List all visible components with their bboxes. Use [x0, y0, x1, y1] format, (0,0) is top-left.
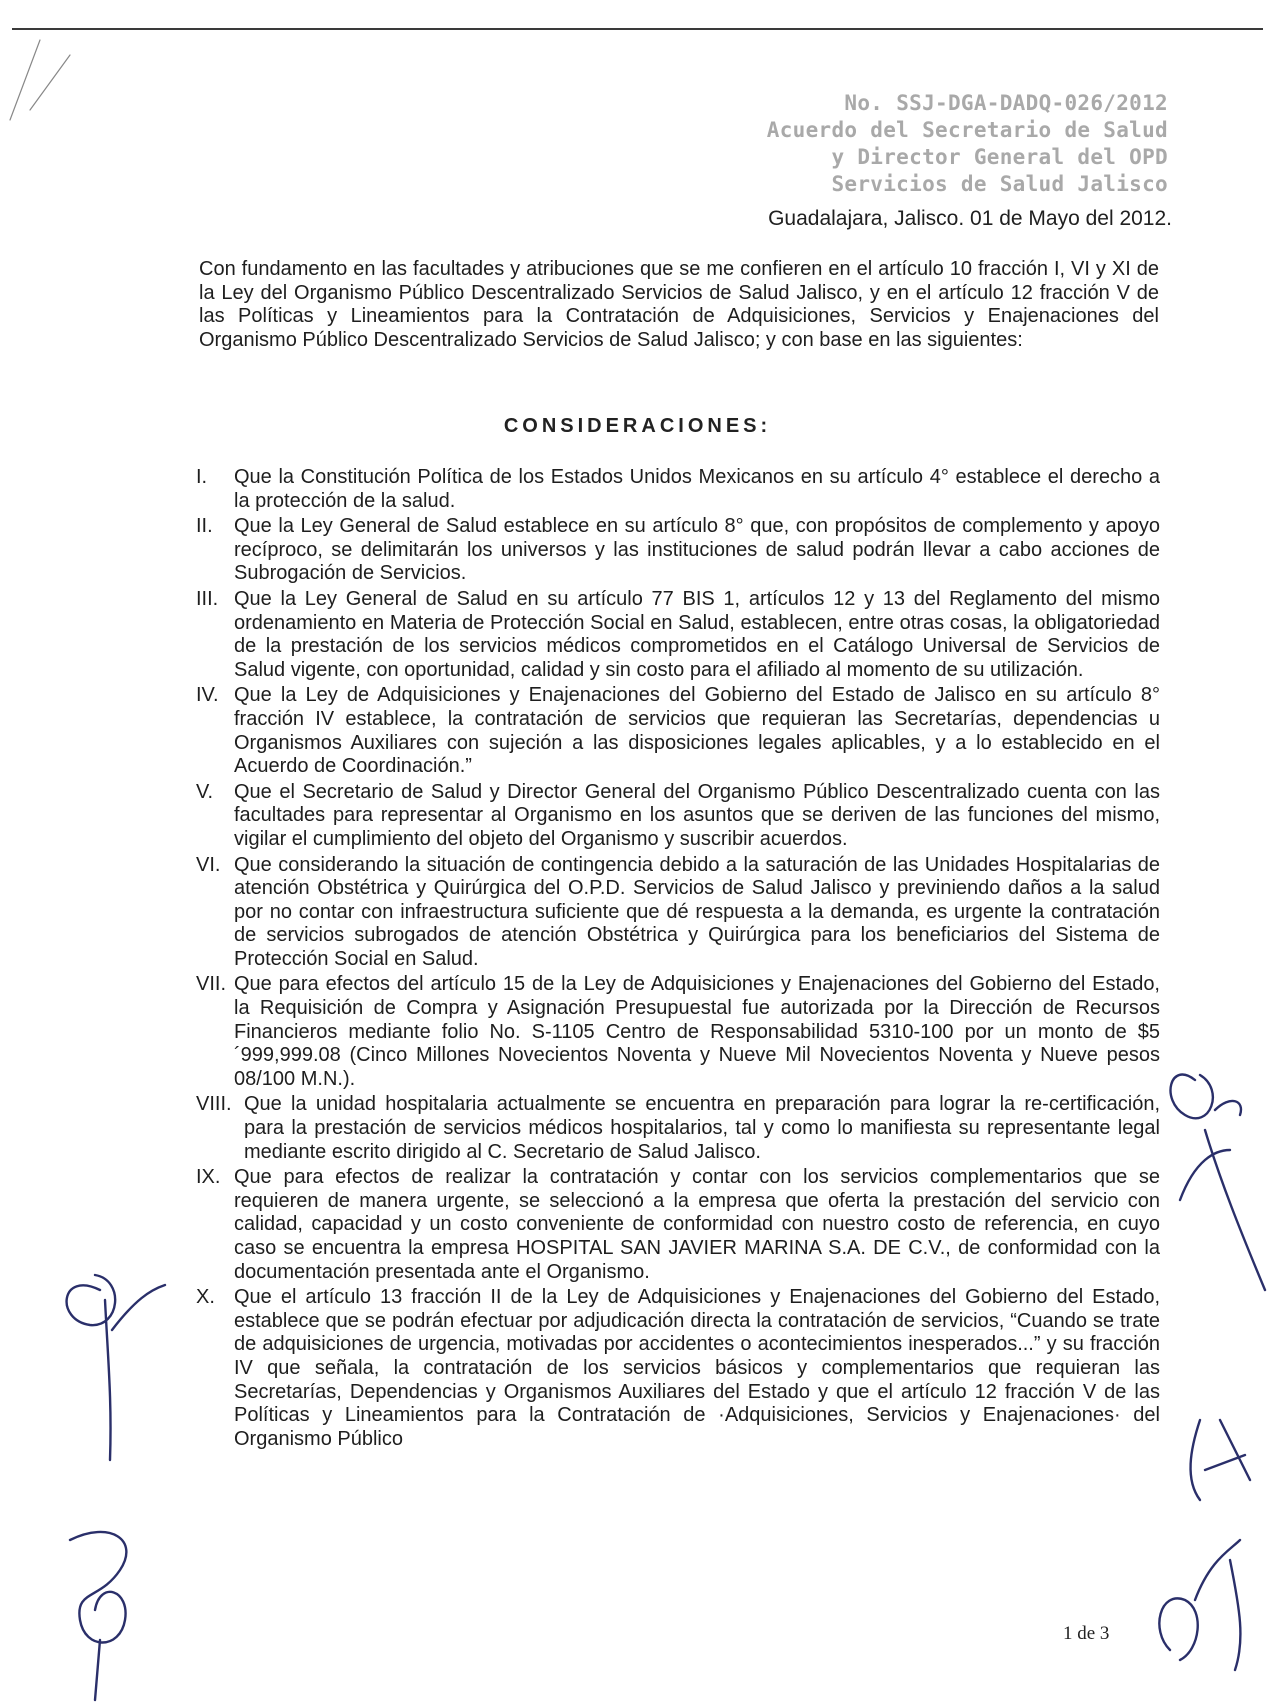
consideration-item: [196, 588, 1160, 682]
item-number: III.: [196, 587, 219, 610]
item-text: Que la Constitución Política de los Estados Unidos Mexicanos en su artículo 4° establece el derecho a la protección de la salud.: [234, 466, 1160, 512]
document-header: [767, 90, 1168, 198]
item-number: VI.: [196, 853, 221, 876]
item-number: IX.: [196, 1166, 221, 1189]
item-text: Que para efectos de realizar la contratación y contar con los servicios complementarios que se requieren de manera urgente, se seleccionó a la empresa que oferta la prestación del servicio con calidad, capacidad y un costo conveniente de conformidad con nuestro costo de referencia, en cuyo caso se encuentra la empresa HOSPITAL SAN JAVIER MARINA S.A. DE C.V., de conformidad con la documentación presentada ante el Organismo.: [234, 1166, 1160, 1283]
signature-left-mid: [67, 1275, 165, 1460]
considerations-list: [196, 466, 1160, 1453]
document-number: No. SSJ-DGA-DADQ-026/2012: [844, 91, 1168, 115]
consideration-item: [196, 1093, 1160, 1164]
consideration-item: [196, 466, 1160, 513]
item-text: Que considerando la situación de contingencia debido a la saturación de las Unidades Hospitalarias de atención Obstétrica y Quirúrgica del O.P.D. Servicios de Salud Jalisco y previniendo daños a la salud por no contar con infraestructura suficiente que dé respuesta a la demanda, es urgente la contratación de servicios subrogados de atención Obstétrica y Quirúrgica para los beneficiarios del Sistema de Protección Social en Salud.: [234, 853, 1160, 970]
top-rule: [12, 28, 1263, 30]
item-number: VIII.: [196, 1093, 232, 1116]
item-text: Que la unidad hospitalaria actualmente se encuentra en preparación para lograr la re-certificación, para la prestación de servicios médicos hospitalarios, tal y como lo manifiesta su representante legal mediante escrito dirigido al C. Secretario de Salud Jalisco.: [244, 1093, 1160, 1163]
date-line: Guadalajara, Jalisco. 01 de Mayo del 2012.: [768, 207, 1172, 230]
intro-paragraph: Con fundamento en las facultades y atribuciones que se me confieren en el artículo 10 fracción I, VI y XI de la Ley del Organismo Público Descentralizado Servicios de Salud Jalisco, y en el artículo 12 fracción V de las Políticas y Lineamientos para la Contratación de Adquisiciones, Servicios y Enajenaciones del Organismo Público Descentralizado Servicios de Salud Jalisco; y con base en las siguientes:: [199, 258, 1159, 351]
item-text: Que el Secretario de Salud y Director General del Organismo Público Descentralizado cuenta con las facultades para representar al Organismo en los asuntos que se deriven de las funciones del mismo, vigilar el cumplimiento del objeto del Organismo y suscribir acuerdos.: [234, 780, 1160, 850]
item-text: Que la Ley General de Salud en su artículo 77 BIS 1, artículos 12 y 13 del Reglamento del mismo ordenamiento en Materia de Protección Social en Salud, establecen, entre otras cosas, la obligatoriedad de la prestación de los servicios médicos comprometidos en el Catálogo Universal de Servicios de Salud vigente, con oportunidad, calidad y sin costo para el afiliado al momento de su utilización.: [234, 587, 1160, 681]
consideration-item: [196, 973, 1160, 1091]
consideration-item: [196, 781, 1160, 852]
section-heading: CONSIDERACIONES:: [503, 415, 772, 437]
header-line-3: Servicios de Salud Jalisco: [831, 172, 1168, 196]
consideration-item: [196, 515, 1160, 586]
signature-right-top: [1171, 1075, 1265, 1290]
signature-right-mid: [1191, 1420, 1250, 1500]
item-number: V.: [196, 780, 214, 803]
signature-right-bottom: [1159, 1540, 1240, 1670]
corner-scribble: [10, 40, 70, 120]
consideration-item: [196, 854, 1160, 972]
item-number: X.: [196, 1286, 215, 1309]
item-text: Que para efectos del artículo 15 de la Ley de Adquisiciones y Enajenaciones del Gobierno del Estado, la Requisición de Compra y Asignación Presupuestal fue autorizada por la Dirección de Recursos Financieros mediante folio No. S-1105 Centro de Responsabilidad 5310-100 por un monto de $5´999,999.08 (Cinco Millones Novecientos Noventa y Nueve Mil Novecientos Noventa y Nueve pesos 08/100 M.N.).: [234, 973, 1160, 1090]
item-number: II.: [196, 515, 213, 538]
consideration-item: [196, 1286, 1160, 1451]
item-text: Que el artículo 13 fracción II de la Ley de Adquisiciones y Enajenaciones del Gobierno del Estado, establece que se podrán efectuar por adjudicación directa la contratación de servicios, “Cuando se trate de adquisiciones de urgencia, motivadas por accidentes o acontecimientos inesperados...” y su fracción IV que señala, la contratación de los servicios básicos y complementarios que requieran las Secretarías, Dependencias y Organismos Auxiliares del Estado y que el artículo 12 fracción V de las Políticas y Lineamientos para la Contratación de ·Adquisiciones, Servicios y Enajenaciones· del Organismo Público: [234, 1286, 1160, 1450]
signature-left-bottom: [70, 1532, 126, 1700]
page-number: 1 de 3: [1063, 1623, 1110, 1644]
item-number: VII.: [196, 973, 227, 996]
item-number: IV.: [196, 684, 219, 707]
item-text: Que la Ley General de Salud establece en su artículo 8° que, con propósitos de complemento y apoyo recíproco, se delimitarán los universos y las instituciones de salud podrán llevar a cabo acciones de Subrogación de Servicios.: [234, 515, 1160, 585]
header-line-2: y Director General del OPD: [831, 145, 1168, 169]
consideration-item: [196, 684, 1160, 778]
consideration-item: [196, 1166, 1160, 1284]
item-text: Que la Ley de Adquisiciones y Enajenaciones del Gobierno del Estado de Jalisco en su artículo 8° fracción IV establece, la contratación de servicios que requieran las Secretarías, dependencias u Organismos Auxiliares con sujeción a las disposiciones legales aplicables, y a lo establecido en el Acuerdo de Coordinación.”: [234, 684, 1160, 778]
header-line-1: Acuerdo del Secretario de Salud: [766, 118, 1168, 142]
item-number: I.: [196, 466, 208, 488]
